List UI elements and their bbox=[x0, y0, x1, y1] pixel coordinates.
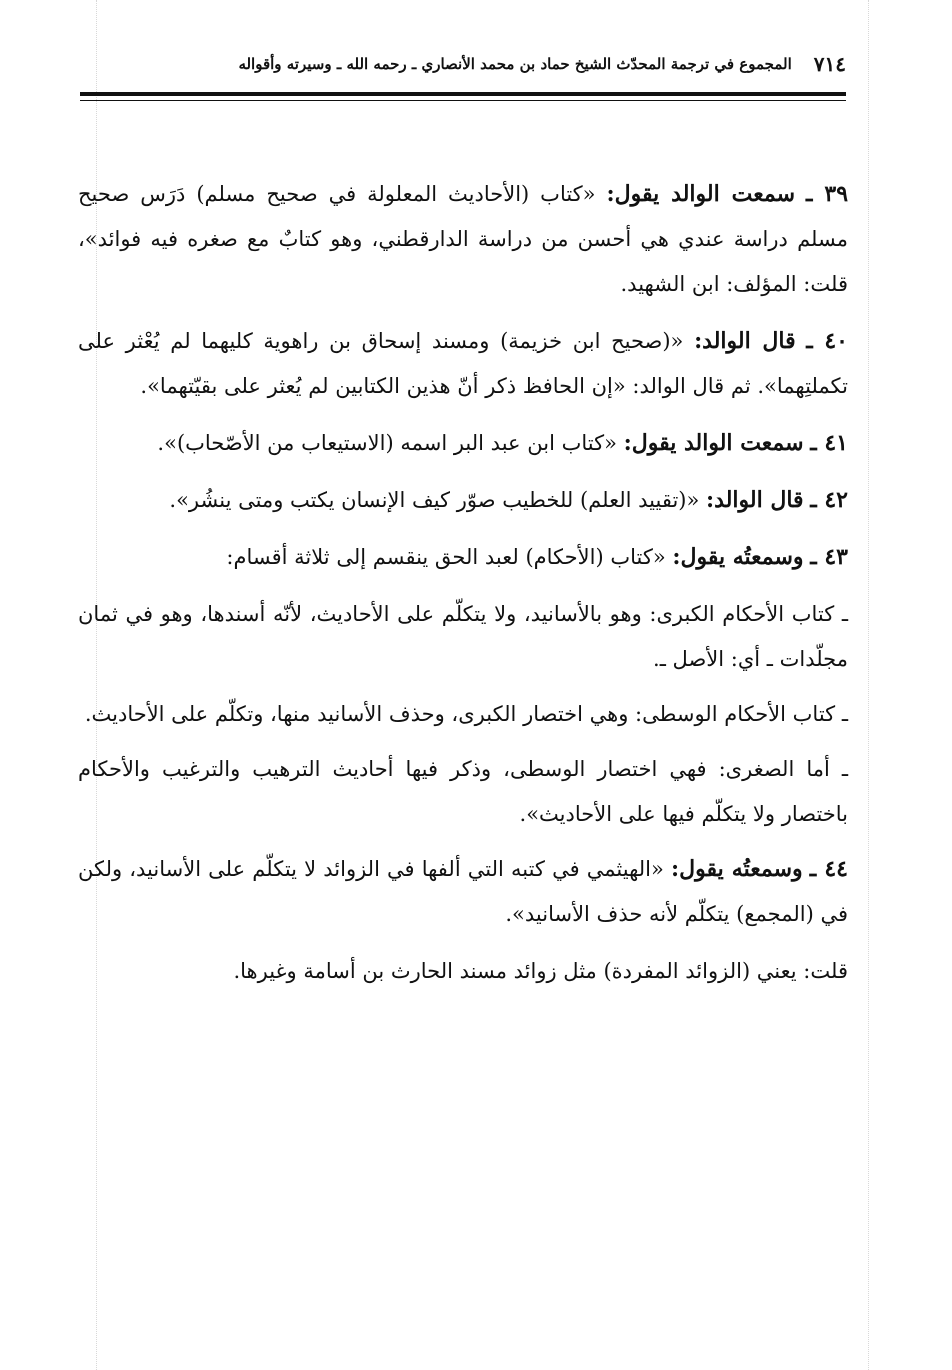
header-rule-thick bbox=[80, 92, 846, 96]
sub-item-sughra: ـ أما الصغرى: فهي اختصار الوسطى، وذكر فيها أحاديث الترهيب والترغيب والأحكام باختصار ولا يتكلّم فيها على الأحاديث». bbox=[78, 757, 848, 826]
entry-text: «كتاب (الأحكام) لعبد الحق ينقسم إلى ثلاثة أقسام: bbox=[226, 545, 673, 569]
entry-lead: سمعت الوالد يقول: bbox=[606, 181, 796, 207]
entry-lead: قال الوالد: bbox=[694, 328, 796, 354]
page-number: ٧١٤ bbox=[813, 52, 846, 76]
page-header bbox=[80, 44, 846, 84]
entry-lead: سمعت الوالد يقول: bbox=[623, 430, 804, 456]
entry-43 bbox=[78, 535, 848, 580]
header-rule-thin bbox=[80, 100, 846, 101]
entry-number: ٤٢ ـ bbox=[810, 487, 848, 513]
entry-text: «الهيثمي في كتبه التي ألفها في الزوائد لا يتكلّم على الأسانيد، ولكن في (المجمع) يتكلّم لأنه حذف الأسانيد». bbox=[78, 857, 848, 926]
body-text bbox=[78, 172, 848, 1006]
sub-item-kubra: ـ كتاب الأحكام الكبرى: وهو بالأسانيد، ولا يتكلّم على الأحاديث، لأنّه أسندها، وهو في ثمان مجلّدات ـ أي: الأصل ـ. bbox=[78, 602, 848, 671]
entry-44 bbox=[78, 847, 848, 937]
entry-42 bbox=[78, 478, 848, 523]
sub-item-wusta: ـ كتاب الأحكام الوسطى: وهي اختصار الكبرى، وحذف الأسانيد منها، وتكلّم على الأحاديث. bbox=[84, 702, 848, 726]
entry-text: «كتاب ابن عبد البر اسمه (الاستيعاب من الأصّحاب)». bbox=[157, 431, 624, 455]
entry-text: «(تقييد العلم) للخطيب صوّر كيف الإنسان يكتب ومتى ينشُر». bbox=[169, 488, 707, 512]
entry-number: ٤٠ ـ bbox=[806, 328, 848, 354]
entry-lead: قال الوالد: bbox=[706, 487, 804, 513]
entry-number: ٤٣ ـ bbox=[810, 544, 848, 570]
scan-artifact-line bbox=[868, 0, 869, 1370]
entry-40 bbox=[78, 319, 848, 409]
entry-lead: وسمعتُه يقول: bbox=[670, 856, 803, 882]
running-title: المجموع في ترجمة المحدّث الشيخ حماد بن محمد الأنصاري ـ رحمه الله ـ وسيرته وأقواله bbox=[238, 55, 792, 73]
entry-text: «كتاب (الأحاديث المعلولة في صحيح مسلم) دَرَس صحيح مسلم دراسة عندي هي أحسن من دراسة الدارقطني، وهو كتابٌ مع صغره فيه فوائد»، قلت: المؤلف: ابن الشهيد. bbox=[78, 182, 848, 296]
closing-note: قلت: يعني (الزوائد المفردة) مثل زوائد مسند الحارث بن أسامة وغيرها. bbox=[233, 959, 848, 983]
entry-number: ٤٤ ـ bbox=[809, 856, 848, 882]
entry-text: «(صحيح ابن خزيمة) ومسند إسحاق بن راهوية كليهما لم يُعْثر على تكملتِهما». ثم قال الوالد: «إن الحافظ ذكر أنّ هذين الكتابين لم يُعثر على بقيّتهما». bbox=[78, 329, 848, 398]
entry-41 bbox=[78, 421, 848, 466]
entry-39 bbox=[78, 172, 848, 307]
entry-number: ٣٩ ـ bbox=[805, 181, 849, 207]
entry-number: ٤١ ـ bbox=[810, 430, 848, 456]
entry-lead: وسمعتُه يقول: bbox=[672, 544, 804, 570]
